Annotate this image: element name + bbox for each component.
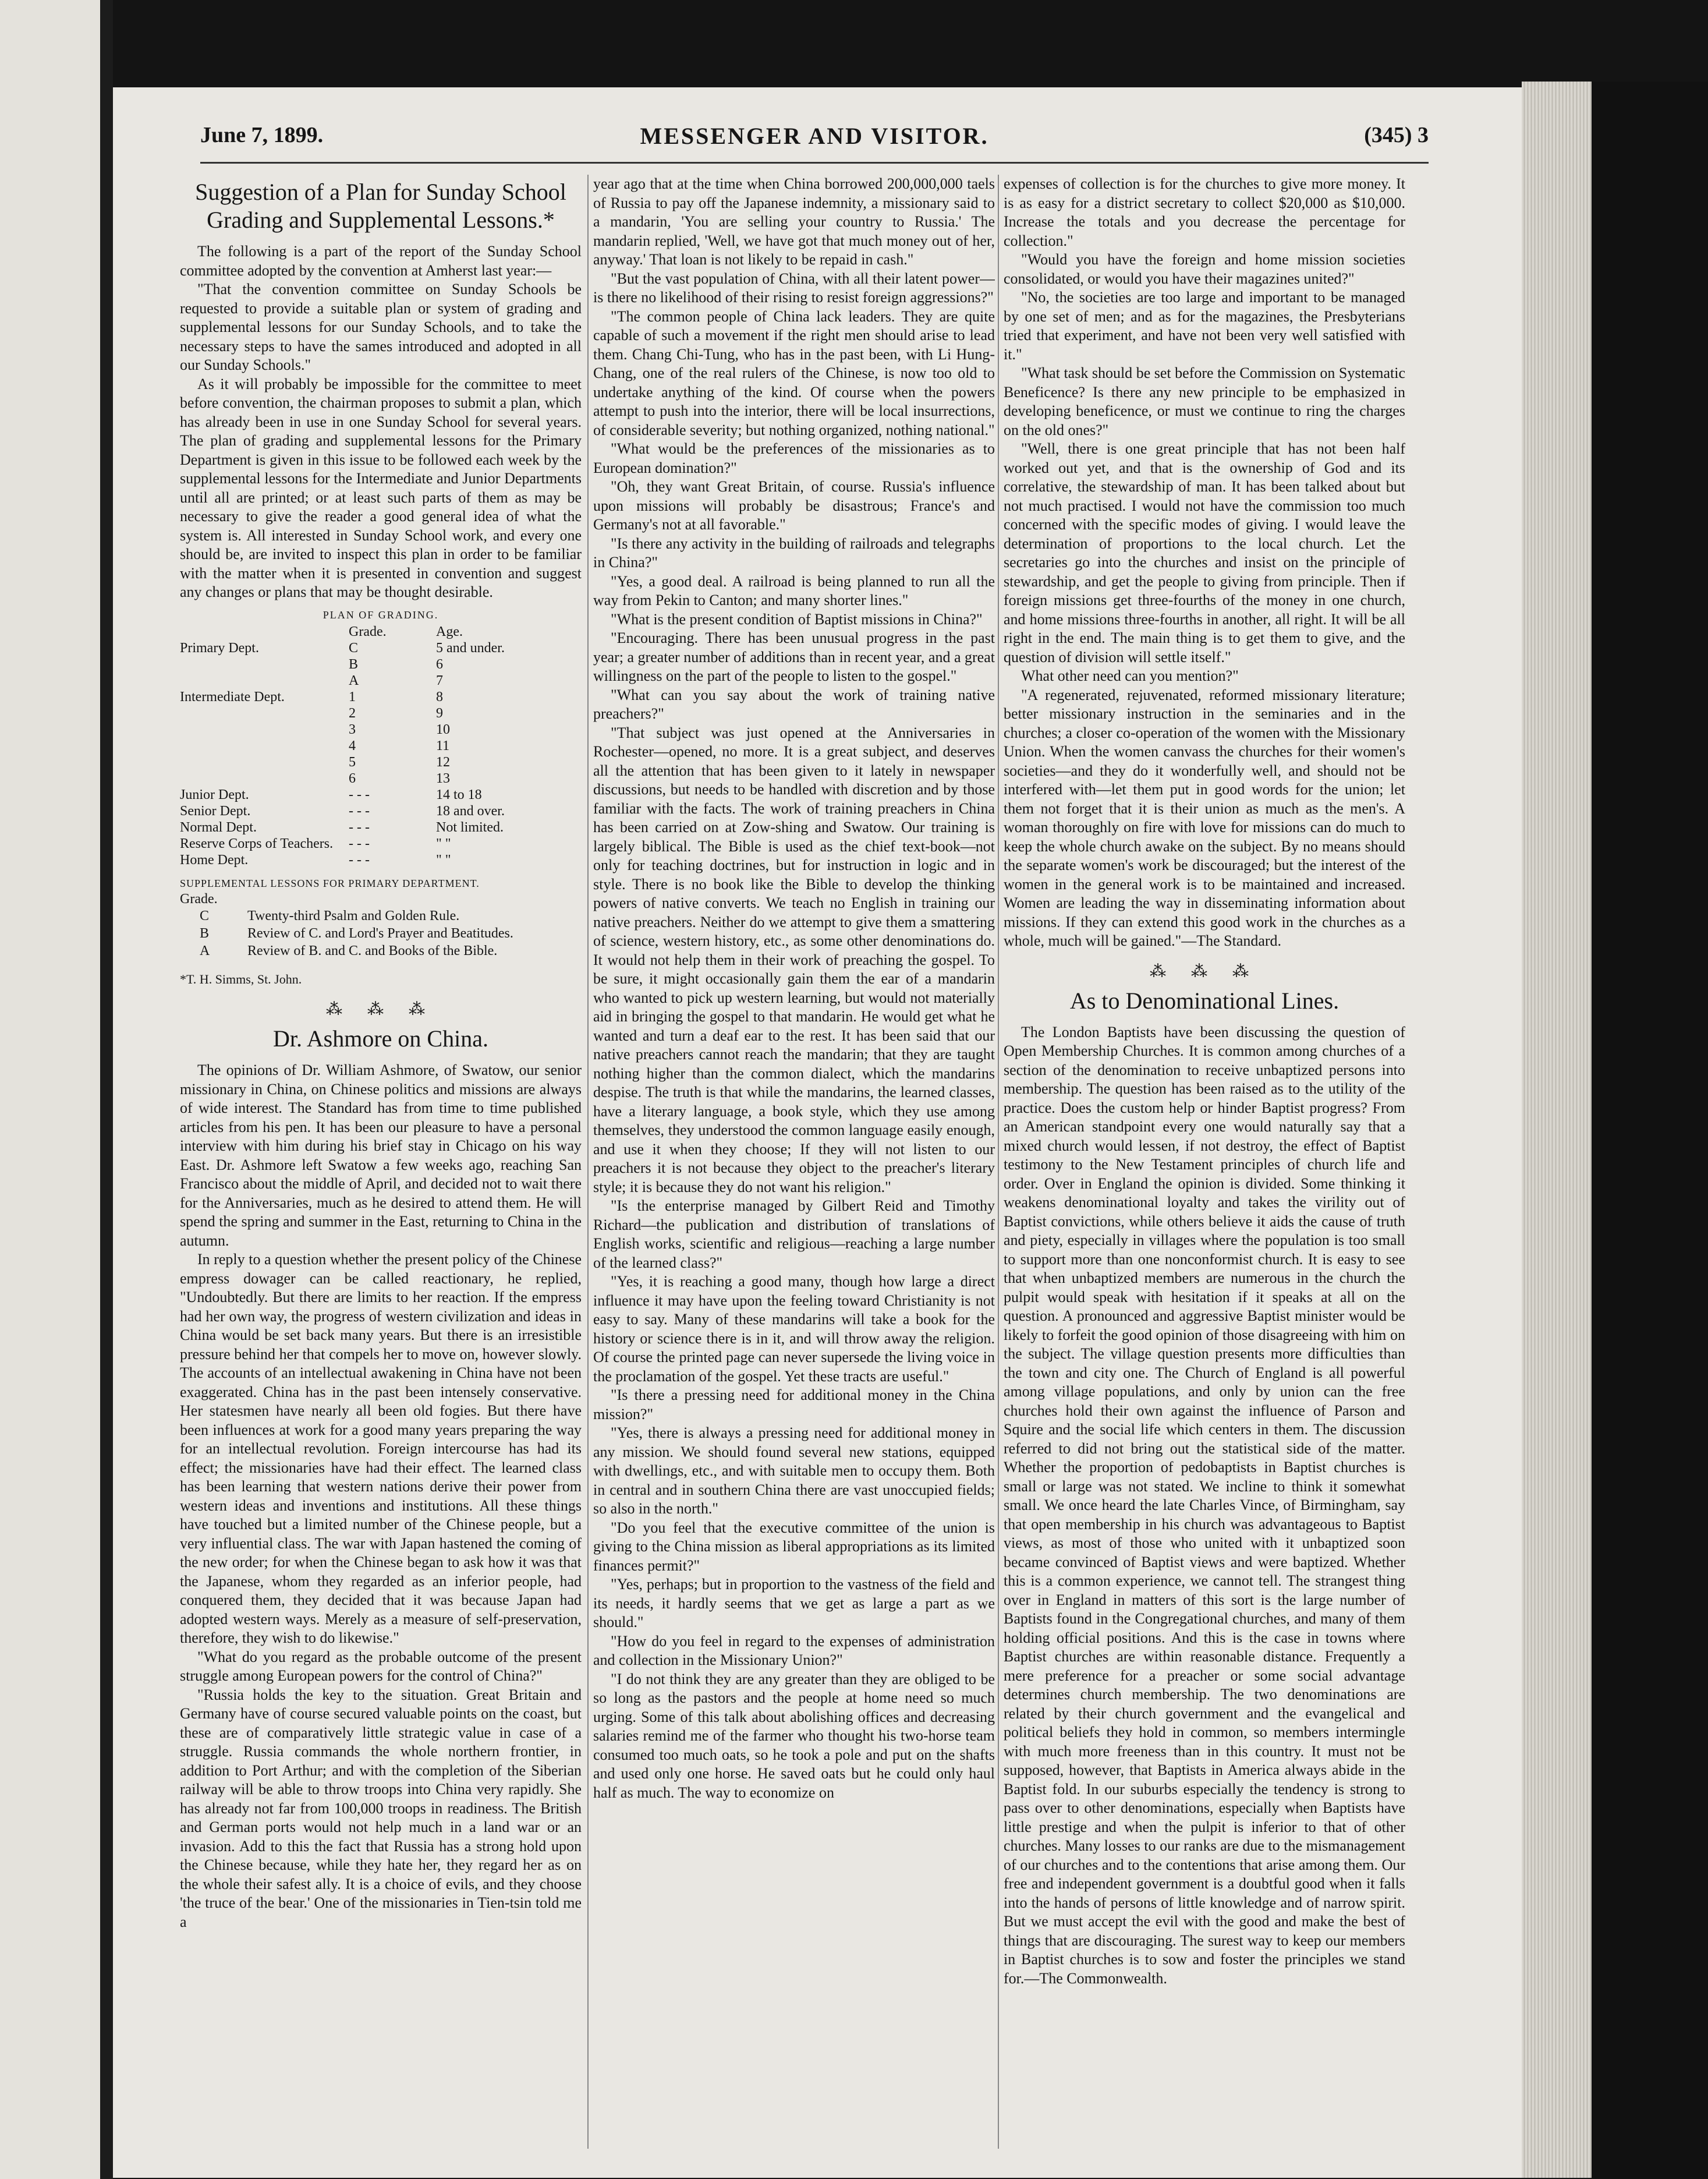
supplemental-grade-label: Grade.: [180, 891, 218, 907]
article-paragraph: "I do not think they are any greater than they are obliged to be so long as the pastors and the people at home need so much urging. Some of this talk about abolishing offices and decreasing salaries remind me of the farmer who thought his two-horse team consumed too much oats, so he took a pole and put on the shafts and used only one horse. He saved oats but he could only haul half as much. The way to economize on: [593, 1670, 995, 1801]
table-row: [180, 689, 552, 705]
dept-cell: Junior Dept.: [180, 787, 249, 802]
age-cell: 11: [436, 738, 450, 754]
article-paragraph: "How do you feel in regard to the expenses of administration and collection in the Missionary Union?": [593, 1632, 995, 1668]
age-cell: 13: [436, 770, 450, 786]
table-header-row: [180, 624, 552, 640]
grade-cell: - - -: [349, 803, 370, 819]
table-row: [180, 907, 576, 925]
table-header-age: Age.: [436, 624, 463, 639]
table-row: [180, 852, 552, 868]
article-paragraph: "What is the present condition of Baptist missions in China?": [611, 610, 983, 628]
table-row: [180, 770, 552, 787]
page-stack-edge: [1522, 82, 1592, 2178]
table-row: [180, 754, 552, 770]
grade-cell: 5: [349, 754, 356, 770]
age-cell: 8: [436, 689, 443, 705]
age-cell: 5 and under.: [436, 640, 505, 656]
dept-cell: Normal Dept.: [180, 819, 257, 835]
plan-of-grading-heading: PLAN OF GRADING.: [323, 609, 439, 621]
table-header-grade: Grade.: [349, 624, 387, 639]
article-paragraph: "The common people of China lack leaders. They are quite capable of such a movement if the right men should arise to lead them. Chang Chi-Tung, who has in the past been, with Li Hung-Chang, one of the real rulers of the Chinese, is now too old to undertake anything of the kind. Of course when the powers attempt to push into the interior, there will be local insurrections, of considerable severity; but nothing organized, nothing national.": [593, 307, 995, 438]
article-paragraph: What other need can you mention?": [1021, 667, 1239, 684]
dept-cell: [180, 770, 349, 787]
article-paragraph: "Russia holds the key to the situation. Great Britain and Germany have of course secured valuable points on the coast, but these are of comparatively little strategic value in case of a struggle. Russia commands the whole northern frontier, in addition to Port Arthur; and with the completion of the Siberian railway will be able to throw troops into China very rapidly. She has already not far from 100,000 troops in readiness. The British and German ports would not help much in a land war or an invasion. Add to this the fact that Russia has a strong hold upon the Chinese because, while they hate her, they regard her as on the whole their safest ally. It is a choice of evils, and they choose 'the truce of the bear.' One of the missionaries in Tien-tsin told me a: [180, 1686, 582, 1930]
dept-cell: Senior Dept.: [180, 803, 251, 819]
article-title-sunday-school: Suggestion of a Plan for Sunday School Grading and Supplemental Lessons.*: [195, 179, 566, 233]
grade-cell: 1: [349, 689, 356, 705]
article-paragraph: "But the vast population of China, with all their latent power—is there no likelihood of their rising to resist foreign aggressions?": [593, 270, 995, 306]
article-paragraph: "Yes, a good deal. A railroad is being planned to run all the way from Pekin to Canton; and many shorter lines.": [593, 572, 995, 609]
article-paragraph: "Yes, perhaps; but in proportion to the vastness of the field and its needs, it hardly seems that we get as large a part as we should.": [593, 1576, 995, 1630]
masthead-title: MESSENGER AND VISITOR.: [640, 123, 989, 149]
supplemental-lessons-heading: SUPPLEMENTAL LESSONS FOR PRIMARY DEPARTMENT.: [180, 877, 480, 889]
newspaper-page: [113, 87, 1522, 2178]
page-header: [200, 122, 1429, 163]
dept-cell: Home Dept.: [180, 852, 249, 868]
age-cell: 12: [436, 754, 450, 770]
grade-cell: 2: [349, 705, 356, 721]
table-row: [180, 836, 552, 852]
section-divider-ornament: ⁂ ⁂ ⁂: [1150, 962, 1259, 981]
article-paragraph: "Would you have the foreign and home mission societies consolidated, or would you have their magazines united?": [1004, 251, 1405, 287]
column-3: [1004, 175, 1405, 2155]
age-cell: Not limited.: [436, 819, 504, 835]
article-paragraph: "Yes, it is reaching a good many, though how large a direct influence it may have upon the feeling toward Christianity is not easy to say. Many of these mandarins will take a book for the history or science there is in it, and will throw away the religion. Of course the printed page can never supersede the living voice in the proclamation of the gospel. Yet these tracts are useful.": [593, 1273, 995, 1385]
dept-cell: [180, 656, 349, 673]
article-paragraph: "That subject was just opened at the Anniversaries in Rochester—opened, no more. It is a great subject, and deserves all the attention that has been given to it lately in newspaper discussions, but needs to be handled with discretion and by those familiar with the facts. The work of training preachers in China has been carried on at Zow-shing and Swatow. Our training is largely biblical. The Bible is used as the chief text-book—not only for teaching doctrines, but for instruction in logic and in style. There is no book like the Bible to develop the thinking powers of native converts. We teach no English in training our native preachers. Neither do we attempt to give them a smattering of science, western history, etc., as some other denominations do. It would not help them in their work of preaching the gospel. To be sure, it might occasionally gain them the ear of a mandarin who wanted to pick up western learning, but would not materially aid in bringing the gospel to that mandarin. He would get what he wanted and turn a deaf ear to the rest. It has been said that our native preachers cannot reach the mandarin; that they are taught nothing higher than the common dialect, which the mandarins despise. The truth is that while the mandarins, the learned classes, have a literary language, a book style, which they use among themselves, they understood the common language easily enough, and use it when they choose; If they will not listen to our preachers it is not because they object to the preacher's literary style; it is because they do not want his religion.": [593, 724, 995, 1195]
article-paragraph: "What would be the preferences of the missionaries as to European domination?": [593, 440, 995, 476]
table-row: [180, 721, 552, 738]
background-shadow: [1592, 82, 1708, 2179]
grade-cell: - - -: [349, 787, 370, 802]
grade-cell: A: [349, 673, 359, 688]
footnote: *T. H. Simms, St. John.: [180, 971, 302, 986]
book-gutter: [100, 0, 113, 2179]
dept-cell: [180, 673, 349, 689]
age-cell: 14 to 18: [436, 787, 482, 802]
plan-of-grading-table: [180, 624, 552, 868]
article-paragraph: "What task should be set before the Commission on Systematic Beneficence? Is there any new principle to be emphasized in developing beneficence, or must we continue to ring the charges on the old ones?": [1004, 365, 1405, 438]
grade-cell: B: [200, 925, 210, 941]
header-rule: [200, 162, 1429, 164]
section-divider-ornament: ⁂ ⁂ ⁂: [326, 1000, 435, 1018]
column-1: [180, 175, 582, 2155]
article-title-ashmore: Dr. Ashmore on China.: [273, 1025, 488, 1052]
grade-cell: B: [349, 656, 359, 672]
table-row: [180, 942, 576, 960]
table-row: [180, 738, 552, 754]
previous-page-edge: [0, 0, 100, 2179]
column-rule: [998, 175, 999, 2149]
article-paragraph: "Well, there is one great principle that has not been half worked out yet, and that is the ownership of God and its correlative, the stewardship of man. It has been talked about but not much practised. I would not have the commission too much concerned with the specific modes of giving. I would leave the determination of proportions to the local church. Let the secretaries go into the churches and insist on the principle of stewardship, and get the people to giving from principle. Then if foreign missions get three-fourths of the money in one church, and home missions three-fourths in another, all right. It will be all right in the end. The main thing is to get them to give, and the question of division will settle itself.": [1004, 440, 1405, 666]
grade-cell: 6: [349, 770, 356, 786]
article-paragraph: "Is there any activity in the building of railroads and telegraphs in China?": [593, 535, 995, 571]
grade-cell: A: [200, 943, 210, 958]
age-cell: 9: [436, 705, 443, 721]
article-paragraph: In reply to a question whether the present policy of the Chinese empress dowager can be called reactionary, he replied, "Undoubtedly. But there are limits to her reaction. If the empress had her own way, the progress of western civilization and ideas in China would be set back many years. But there is an irresistible pressure behind her that compels her to move on, however slowly. The accounts of an intellectual awakening in China have not been exaggerated. China has in the past been intensely conservative. Her statesmen have nearly all been old fogies. But there have been influences at work for a good many years preparing the way for an intellectual revolution. Foreign intercourse has had its effect; the missionaries have had their effect. The learned class has been learning that western nations derive their power from western ideas and inventions and institutions. All these things have touched but a limited number of the Chinese people, but a very influential class. The war with Japan hastened the coming of the new order; for when the Chinese began to ask how it was that the Japanese, whom they regarded as an inferior people, had conquered them, they decided that it was because Japan had adopted western ways. Merely as a measure of self-preservation, therefore, they wish to do likewise.": [180, 1251, 582, 1646]
age-cell: 6: [436, 656, 443, 672]
article-title-denominational-lines: As to Denominational Lines.: [1069, 987, 1340, 1014]
grade-cell: C: [200, 908, 210, 924]
article-paragraph: The following is a part of the report of the Sunday School committee adopted by the convention at Amherst last year:—: [180, 243, 582, 279]
grade-cell: - - -: [349, 819, 370, 835]
grade-cell: 4: [349, 738, 356, 754]
column-2: [593, 175, 995, 2155]
article-paragraph: "Encouraging. There has been unusual progress in the past year; a greater number of additions than in recent year, and a great willingness on the part of the people to listen to the gospel.": [593, 629, 995, 684]
article-paragraph: "Is there a pressing need for additional money in the China mission?": [593, 1386, 995, 1423]
article-paragraph: "Do you feel that the executive committee of the union is giving to the China mission as liberal appropriations as its limited finances permit?": [593, 1519, 995, 1574]
article-paragraph: The opinions of Dr. William Ashmore, of Swatow, our senior missionary in China, on Chinese politics and missions are always of wide interest. The Standard has from time to time published articles from his pen. It has been our pleasure to have a personal interview with him during his brief stay in Chicago on his way East. Dr. Ashmore left Swatow a few weeks ago, reaching San Francisco about the middle of April, and decided not to wait there for the Anniversaries, much as he desired to attend them. He will spend the spring and summer in the East, returning to China in the autumn.: [180, 1062, 582, 1249]
table-row: [180, 803, 552, 819]
dept-cell: Reserve Corps of Teachers.: [180, 836, 334, 851]
age-cell: 7: [436, 673, 443, 688]
dept-cell: Intermediate Dept.: [180, 689, 285, 705]
table-row: [180, 787, 552, 803]
article-paragraph: "Yes, there is always a pressing need for additional money in any mission. We should found several new stations, equipped with dwellings, etc., and with suitable men to occupy them. Both in central and in southern China there are vast unoccupied fields; so also in the north.": [593, 1424, 995, 1517]
article-paragraph: "What do you regard as the probable outcome of the present struggle among European powers for the control of China?": [180, 1648, 582, 1684]
table-row: [180, 673, 552, 689]
article-paragraph: "No, the societies are too large and important to be managed by one set of men; and as for the magazines, the Presbyterians tried that experiment, and have not been very well satisfied with it.": [1004, 289, 1405, 363]
column-rule: [587, 175, 589, 2149]
dept-cell: [180, 738, 349, 754]
table-row: [180, 705, 552, 721]
age-cell: " ": [436, 852, 451, 868]
dept-cell: [180, 754, 349, 770]
table-row: [180, 819, 552, 836]
article-paragraph: expenses of collection is for the churches to give more money. It is as easy for a district secretary to collect $20,000 as $10,000. Increase the totals and you decrease the percentage for collection.": [1004, 175, 1405, 249]
table-row: [180, 656, 552, 673]
grade-cell: - - -: [349, 852, 370, 868]
article-paragraph: "Oh, they want Great Britain, of course. Russia's influence upon missions will probably be disastrous; France's and Germany's not at all favorable.": [593, 478, 995, 533]
article-paragraph: "That the convention committee on Sunday Schools be requested to provide a suitable plan or system of grading and supplemental lessons for our Sunday Schools, and to take the necessary steps to have the sames introduced and adopted in all our Sunday Schools.": [180, 281, 582, 373]
article-paragraph: "A regenerated, rejuvenated, reformed missionary literature; better missionary instruction in the seminaries and in the churches; a closer co-operation of the women with the Missionary Union. When the women canvass the churches for their women's societies—and they do it wonderfully well, and should not be interfered with—let them put in good words for the union; let them not forget that it is their union as much as the men's. A woman thoroughly on fire with love for missions can do much to keep the whole church awake on the subject. By no means should the separate women's work be discouraged; but the interest of the women in the general work is to be maintained and increased. Women are leading the way in disseminating information about missions. If they can extend this good work in the churches as a whole, much will be gained."—The Standard.: [1004, 686, 1405, 949]
lesson-cell: Review of C. and Lord's Prayer and Beatitudes.: [247, 925, 513, 941]
article-paragraph: The London Baptists have been discussing the question of Open Membership Churches. It is common among churches of a section of the denomination to receive unbaptized persons into membership. The question has been raised as to the utility of the practice. Does the custom help or hinder Baptist progress? From an American standpoint every one would naturally say that a mixed church would lessen, if not destroy, the effect of Baptist testimony to the New Testament principles of church life and order. Over in England the opinion is divided. Some thinking it weakens denominational loyalty and takes the virility out of Baptist convictions, while others believe it aids the cause of truth and piety, especially in villages where the population is too small to support more than one nonconformist church. It is easy to see that when unbaptized members are numerous in the church the pulpit would speak with hesitation if it speaks at all on the question. A pronounced and aggressive Baptist minister would be likely to forfeit the good opinion of those disagreeing with him on the subject. The village question presents more difficulties than the town and city one. The Church of England is all powerful among village populations, and only by union can the free churches hold their own against the influence of Parson and Squire and the social life which centers in them. The discussion referred to did not bring out the statistical side of the matter. Whether the proportion of pedobaptists in Baptist churches is small or large was not stated. We incline to think it somewhat small. We once heard the late Charles Vince, of Birmingham, say that open membership in his church was advantageous to Baptist views, as most of those who united with it unbaptized soon became convinced of Baptist views and were baptized. Whether this is a common experience, we cannot tell. The strangest thing over in England in matters of this sort is the large number of Baptists found in the Congregational churches, and many of them holding official positions. And this is the case in towns where Baptist churches are within reasonable distance. Frequently a mere preference for a preacher or some social advantage determines church membership. The two denominations are related by their church government and the evangelical and political beliefs they hold in common, so members intermingle with much more freeness than in this country. It must not be supposed, however, that Baptists in America always abide in the Baptist fold. In our suburbs especially the tendency is strong to pass over to other denominations, especially when Baptists have little prestige and when the pulpit is inferior to that of other churches. Many losses to our ranks are due to the mismanagement of our churches and to the contentions that arise among them. Our free and independent government is a doubtful good when it falls into the hands of persons of little knowledge and of narrow spirit. But we must accept the evil with the good and make the best of things that are discouraging. The surest way to keep our members in Baptist churches is to sow and foster the principles we stand for.—The Commonwealth.: [1004, 1023, 1405, 1987]
article-paragraph: As it will probably be impossible for the committee to meet before convention, the chairman proposes to submit a plan, which has already been in use in one Sunday School for several years. The plan of grading and supplemental lessons for the Primary Department is given in this issue to be followed each week by the supplemental lessons for the Intermediate and Junior Departments until all are printed; or at least such parts of them as may be necessary to give the reader a good general idea of what the system is. All interested in Sunday School work, and every one should be, are invited to inspect this plan in order to be familiar with the matter when it is presented in convention and suggest any changes or plans that may be thought desirable.: [180, 375, 582, 600]
table-header-dept: [180, 624, 349, 640]
dept-cell: [180, 721, 349, 738]
age-cell: " ": [436, 836, 451, 851]
table-row: [180, 925, 576, 942]
article-paragraph: year ago that at the time when China borrowed 200,000,000 taels of Russia to pay off the Japanese indemnity, a missionary said to a mandarin, 'You are selling your country to Russia.' The mandarin replied, 'Well, we have got that much money out of her, anyway.' That loan is not likely to be repaid in cash.": [593, 175, 995, 268]
dept-cell: Primary Dept.: [180, 640, 259, 656]
dept-cell: [180, 705, 349, 721]
grade-cell: 3: [349, 721, 356, 737]
supplemental-lessons-table: [180, 907, 576, 960]
age-cell: 18 and over.: [436, 803, 505, 819]
grade-cell: - - -: [349, 836, 370, 851]
issue-date: June 7, 1899.: [200, 123, 324, 147]
article-paragraph: "What can you say about the work of training native preachers?": [593, 686, 995, 722]
page-number: (345) 3: [1364, 123, 1429, 147]
lesson-cell: Review of B. and C. and Books of the Bible.: [247, 943, 498, 958]
age-cell: 10: [436, 721, 450, 737]
grade-cell: C: [349, 640, 359, 656]
lesson-cell: Twenty-third Psalm and Golden Rule.: [247, 908, 460, 924]
table-row: [180, 640, 552, 656]
article-paragraph: "Is the enterprise managed by Gilbert Reid and Timothy Richard—the publication and distribution of translations of English works, scientific and religious—reaching a large number of the learned class?": [593, 1197, 995, 1271]
